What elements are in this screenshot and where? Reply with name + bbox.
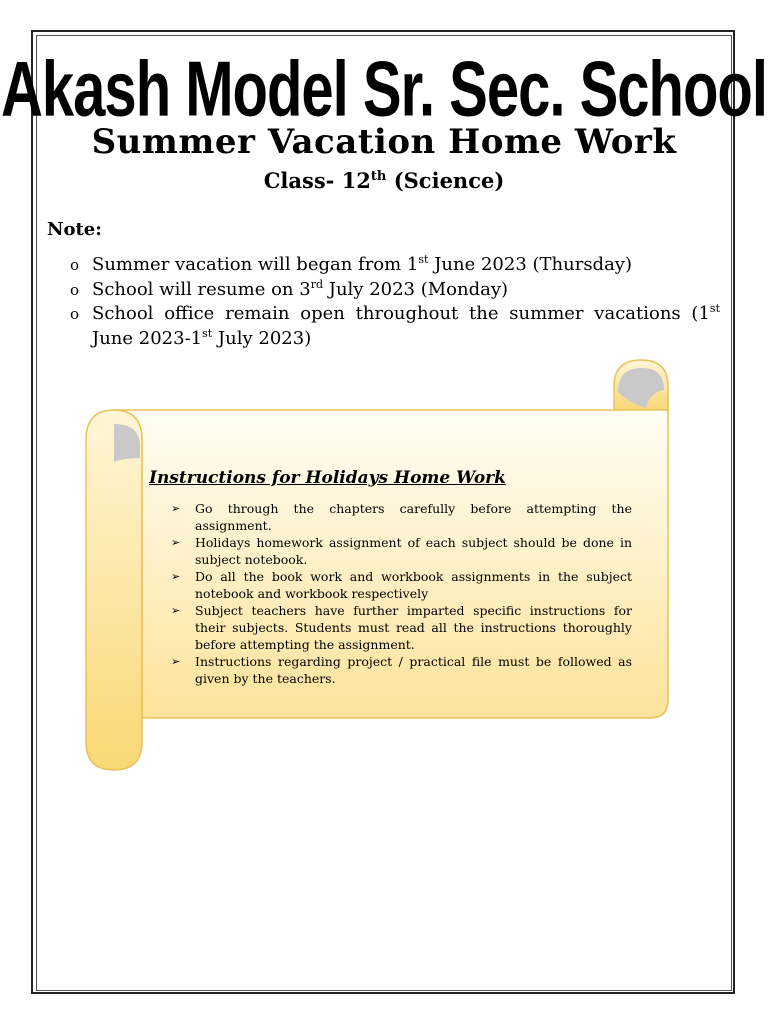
note-item: o Summer vacation will began from 1st June 2023 (Thursday) [68,253,720,278]
instruction-item: ➢ Do all the book work and workbook assignments in the subject notebook and workbook respectively [171,569,632,602]
instructions-list [171,501,632,688]
page-title: Summer Vacation Home Work [91,122,677,162]
circle-bullet-icon: o [70,280,80,299]
arrow-bullet-icon: ➢ [171,536,181,550]
note-item: o School office remain open throughout the summer vacations (1st June 2023-1st July 2023) [70,302,720,349]
arrow-bullet-icon: ➢ [171,655,181,669]
note-item: o School will resume on 3rd July 2023 (Monday) [68,278,720,303]
scroll-top-roll [614,360,668,411]
scroll-left-roll [86,410,142,770]
circle-bullet-icon: o [70,305,80,323]
instruction-item: ➢ Holidays homework assignment of each subject should be done in subject notebook. [171,535,632,568]
class-suffix: (Science) [386,168,505,193]
circle-bullet-icon: o [70,256,80,274]
instruction-item: ➢ Subject teachers have further imparted specific instructions for their subjects. Students must read all the instructions thoroughly before attempting the assignment. [171,603,632,653]
arrow-bullet-icon: ➢ [171,570,181,584]
instructions-title: Instructions for Holidays Home Work [149,468,506,488]
school-name: Akash Model Sr. Sec. School [1,45,767,134]
note-heading: Note: [47,219,102,240]
instruction-item: ➢ Instructions regarding project / practical file must be followed as given by the teachers. [171,654,632,687]
arrow-bullet-icon: ➢ [171,502,181,515]
arrow-bullet-icon: ➢ [171,604,181,618]
class-prefix: Class- 12 [263,168,371,193]
instruction-item: ➢ Go through the chapters carefully before attempting the assignment. [171,501,632,533]
class-superscript: th [370,169,387,184]
